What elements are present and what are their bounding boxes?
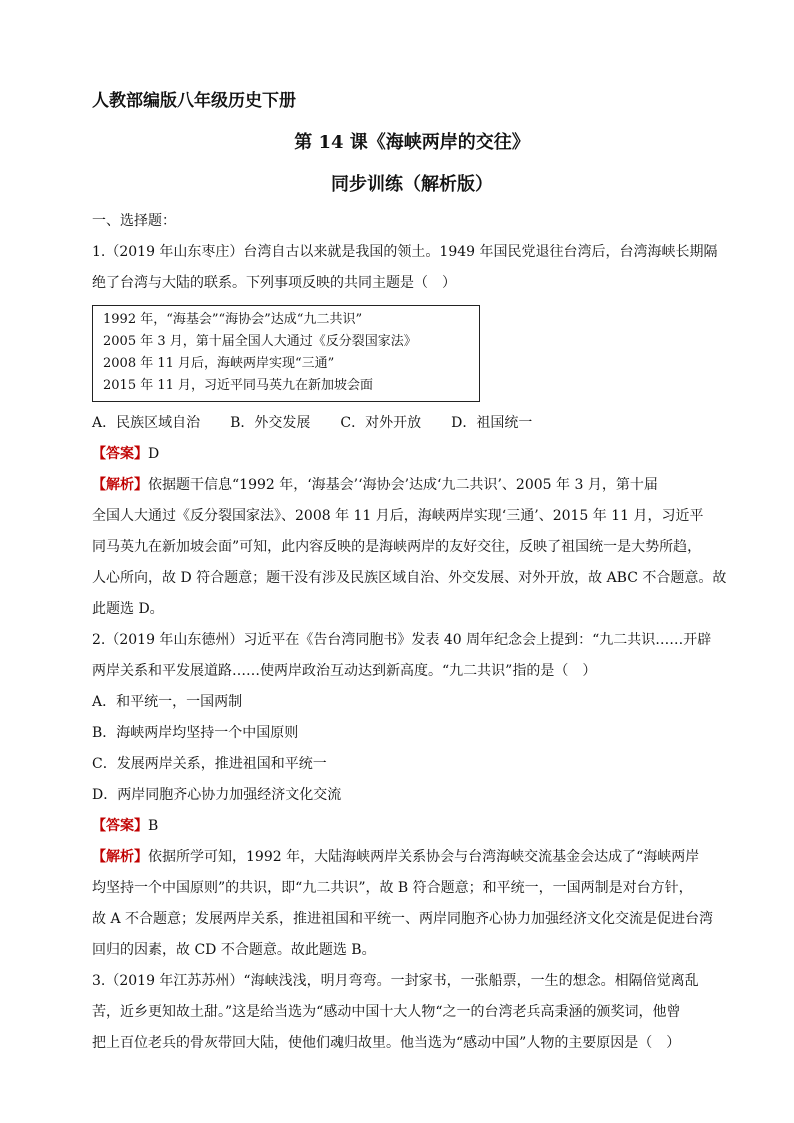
question-3 xyxy=(92,966,710,1059)
q1-option-d: D．祖国统一 xyxy=(451,415,533,431)
q2-option-a: A．和平统一，一国两制 xyxy=(92,694,243,710)
q1-box-line-4: 2015 年 11 月，习近平同马英九在新加坡会面 xyxy=(103,378,374,393)
q1-analysis-line-4: 人心所向，故 D 符合题意；题干没有涉及民族区域自治、外交发展、对外开放，故 ABC 不合题意。故 xyxy=(92,570,727,586)
q2-option-d: D．两岸同胞齐心协力加强经济文化交流 xyxy=(92,787,342,803)
q1-analysis-label: 【解析】 xyxy=(92,477,148,493)
q2-answer xyxy=(92,811,710,842)
q2-analysis-line-4: 回归的因素，故 CD 不合题意。故此题选 B。 xyxy=(92,942,376,958)
q2-analysis-text-1: 依据所学可知，1992 年，大陆海峡两岸关系协会与台湾海峡交流基金会达成了“海峡两岸 xyxy=(148,849,700,865)
q1-line-1: 1.（2019 年山东枣庄）台湾自古以来就是我国的领土。1949 年国民党退往台湾后，台湾海峡长期隔 xyxy=(92,244,718,260)
q1-analysis-line-5: 此题选 D。 xyxy=(92,601,164,617)
q2-analysis-line-3: 故 A 不合题意；发展两岸关系，推进祖国和平统一、两岸同胞齐心协力加强经济文化交流是促进台湾 xyxy=(92,911,714,927)
q1-analysis-text-1: 依据题干信息“1992 年，‘海基会’‘海协会’达成‘九二共识’、2005 年 3 月，第十届 xyxy=(148,477,658,493)
q3-line-1: 3.（2019 年江苏苏州）“海峡浅浅，明月弯弯。一封家书，一张船票，一生的想念。相隔倍觉离乱 xyxy=(92,973,699,989)
question-1 xyxy=(92,237,727,625)
q1-answer xyxy=(92,439,710,470)
lesson-title: 第 14 课《海峡两岸的交往》 xyxy=(294,132,530,153)
q2-line-2: 两岸关系和平发展道路……使两岸政治互动达到新高度。“九二共识”指的是（ ） xyxy=(92,663,597,679)
q1-box-line-1: 1992 年，“海基会”“海协会”达成“九二共识” xyxy=(103,312,363,327)
q1-analysis-line-2: 全国人大通过《反分裂国家法》、2008 年 11 月后，海峡两岸实现‘三通’、2015 年 11 月，习近平 xyxy=(92,508,704,524)
q1-option-a: A．民族区域自治 xyxy=(92,415,201,431)
q1-answer-value: D xyxy=(148,446,160,462)
q3-line-2: 苦，近乡更知故土甜。”这是给当选为“感动中国十大人物“之一的台湾老兵高秉涵的颁奖词，他曾 xyxy=(92,1004,681,1020)
q2-analysis-label: 【解析】 xyxy=(92,849,148,865)
q3-line-3: 把上百位老兵的骨灰带回大陆，使他们魂归故里。他当选为“感动中国”人物的主要原因是（ ） xyxy=(92,1035,681,1051)
section-heading: 一、选择题： xyxy=(92,213,176,229)
q1-option-c: C．对外开放 xyxy=(340,415,422,431)
q2-analysis-line-2: 均坚持一个中国原则”的共识，即“九二共识”，故 B 符合题意；和平统一，一国两制是对台方针， xyxy=(92,880,693,896)
q2-answer-value: B xyxy=(148,818,159,834)
q2-analysis-line-1 xyxy=(92,842,710,873)
q2-line-1: 2.（2019 年山东德州）习近平在《告台湾同胞书》发表 40 周年纪念会上提到：“九二共识……开辟 xyxy=(92,632,712,648)
q1-answer-label: 【答案】 xyxy=(92,446,148,462)
content xyxy=(92,206,727,1059)
question-2 xyxy=(92,625,714,966)
q1-material-box xyxy=(92,305,480,402)
q2-option-c: C．发展两岸关系，推进祖国和平统一 xyxy=(92,756,327,772)
lesson-subtitle: 同步训练（解析版） xyxy=(331,174,493,195)
q1-line-2: 绝了台湾与大陆的联系。下列事项反映的共同主题是（ ） xyxy=(92,275,456,291)
q1-box-line-3: 2008 年 11 月后，海峡两岸实现“三通” xyxy=(103,356,335,371)
q1-box-line-2: 2005 年 3 月，第十届全国人大通过《反分裂国家法》 xyxy=(103,334,417,349)
q1-analysis-line-1 xyxy=(92,470,710,501)
q1-option-b: B．外交发展 xyxy=(230,415,311,431)
q1-analysis-line-3: 同马英九在新加坡会面”可知，此内容反映的是海峡两岸的友好交往，反映了祖国统一是大势所趋， xyxy=(92,539,702,555)
q2-answer-label: 【答案】 xyxy=(92,818,148,834)
q2-option-b: B．海峡两岸均坚持一个中国原则 xyxy=(92,725,299,741)
book-subtitle: 人教部编版八年级历史下册 xyxy=(92,91,296,111)
q1-options xyxy=(92,408,710,439)
